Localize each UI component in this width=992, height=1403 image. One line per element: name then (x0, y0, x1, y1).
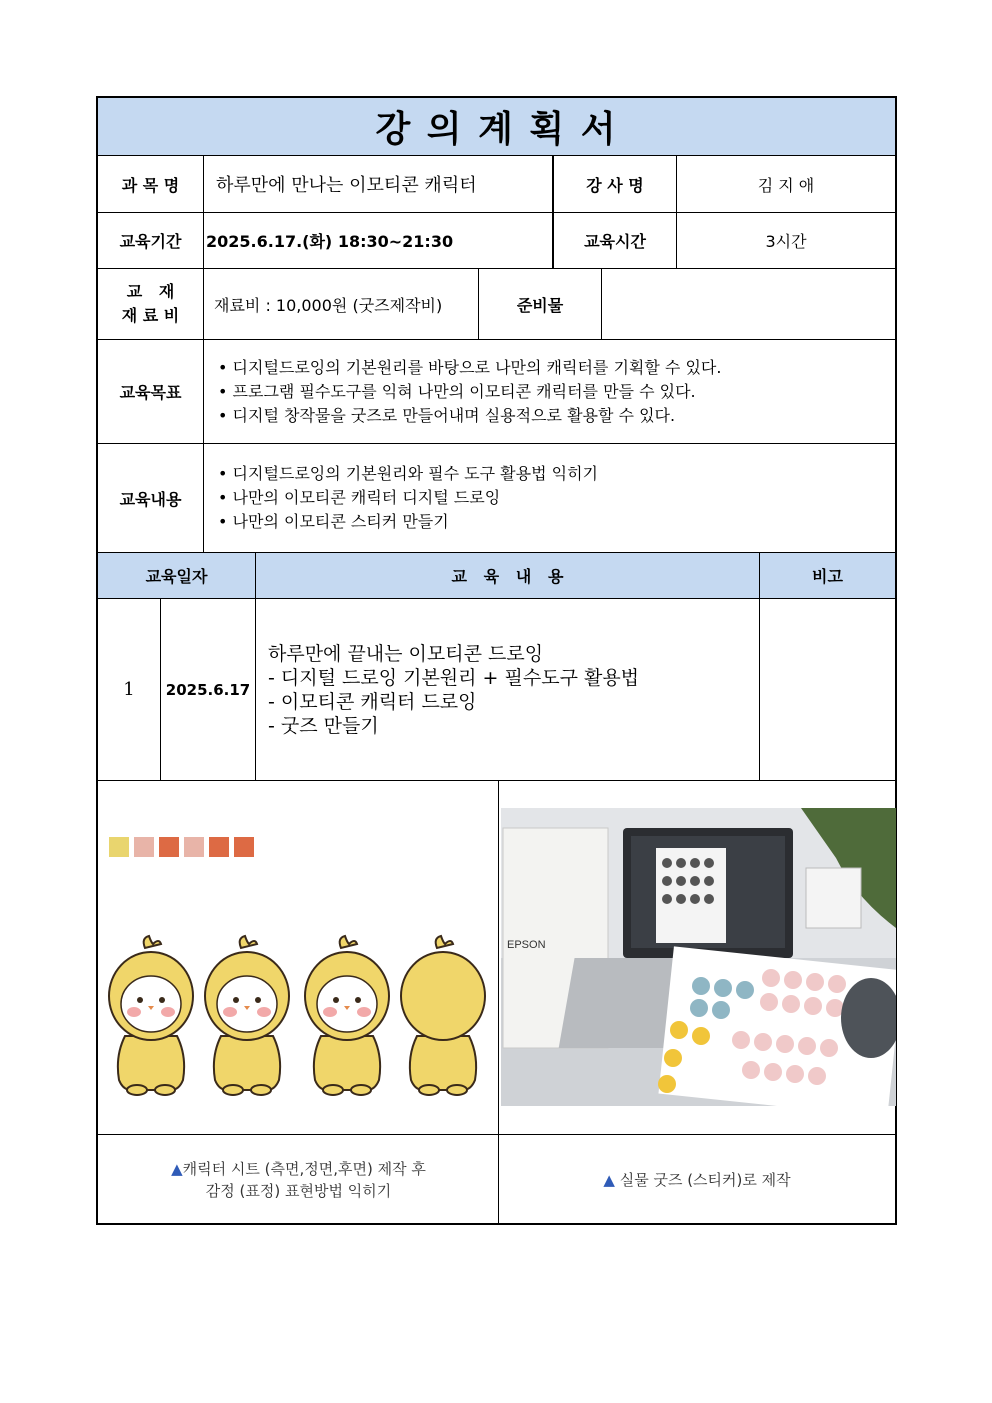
doc-title-cell (98, 98, 895, 155)
character-sheet-figure (99, 781, 498, 1134)
doc-title: 강 의 계 획 서 (375, 109, 618, 150)
instructor-value: 김 지 애 (757, 175, 815, 195)
lecture-plan-sheet (96, 96, 897, 1225)
period-label: 교육기간 (119, 232, 182, 251)
schedule-row-note (760, 599, 895, 780)
character-illustration (99, 781, 498, 1134)
right-caption: ▲ 실물 굿즈 (스티커)로 제작 (603, 1171, 791, 1189)
goal-item: • 프로그램 필수도구를 익혀 나만의 이모티콘 캐릭터를 만들 수 있다. (218, 380, 721, 404)
prep-label: 준비물 (516, 295, 564, 315)
goals-label: 교육목표 (119, 383, 182, 402)
schedule-row-content (256, 599, 759, 780)
goals-list-cell (204, 340, 895, 443)
content-item: • 나만의 이모티콘 캐릭터 디지털 드로잉 (218, 486, 598, 510)
goods-photo-figure (501, 808, 896, 1106)
goal-item: • 디지털드로잉의 기본원리를 바탕으로 나만의 캐릭터를 기획할 수 있다. (218, 356, 721, 380)
content-item: • 나만의 이모티콘 스티커 만들기 (218, 510, 598, 534)
schedule-header-content: 교 육 내 용 (256, 553, 759, 598)
subject-label: 과 목 명 (121, 175, 180, 195)
contents-list-cell (204, 444, 895, 552)
content-item: • 디지털드로잉의 기본원리와 필수 도구 활용법 익히기 (218, 462, 598, 486)
prep-value (602, 269, 895, 339)
printer-brand: EPSON (507, 939, 546, 951)
schedule-row-no: 1 (123, 679, 135, 700)
schedule-header-note: 비고 (760, 553, 895, 598)
hours-label: 교육시간 (584, 232, 646, 251)
material-value: 재료비 : 10,000원 (굿즈제작비) (214, 295, 443, 315)
schedule-line: - 굿즈 만들기 (268, 714, 379, 737)
schedule-header-date: 교육일자 (98, 553, 255, 598)
hours-value: 3시간 (765, 232, 807, 251)
schedule-line: - 이모티콘 캐릭터 드로잉 (268, 690, 477, 713)
schedule-line: - 디지털 드로잉 기본원리 + 필수도구 활용법 (268, 666, 640, 689)
goods-photo (501, 808, 896, 1106)
instructor-label: 강 사 명 (586, 175, 644, 195)
schedule-row-date: 2025.6.17 (165, 680, 251, 699)
schedule-line: 하루만에 끝내는 이모티콘 드로잉 (268, 642, 544, 665)
triangle-up-icon: ▲ (603, 1171, 615, 1189)
material-label: 교 재 재 료 비 (121, 282, 180, 325)
triangle-up-icon: ▲ (171, 1160, 183, 1178)
subject-value: 하루만에 만나는 이모티콘 캐릭터 (216, 175, 477, 196)
contents-label: 교육내용 (119, 489, 182, 509)
goals-list (218, 356, 721, 428)
goal-item: • 디지털 창작물을 굿즈로 만들어내며 실용적으로 활용할 수 있다. (218, 404, 721, 428)
period-value: 2025.6.17.(화) 18:30~21:30 (206, 232, 454, 251)
left-caption: ▲캐릭터 시트 (측면,정면,후면) 제작 후 감정 (표정) 표현방법 익히기 (171, 1160, 426, 1200)
contents-list (218, 462, 598, 534)
